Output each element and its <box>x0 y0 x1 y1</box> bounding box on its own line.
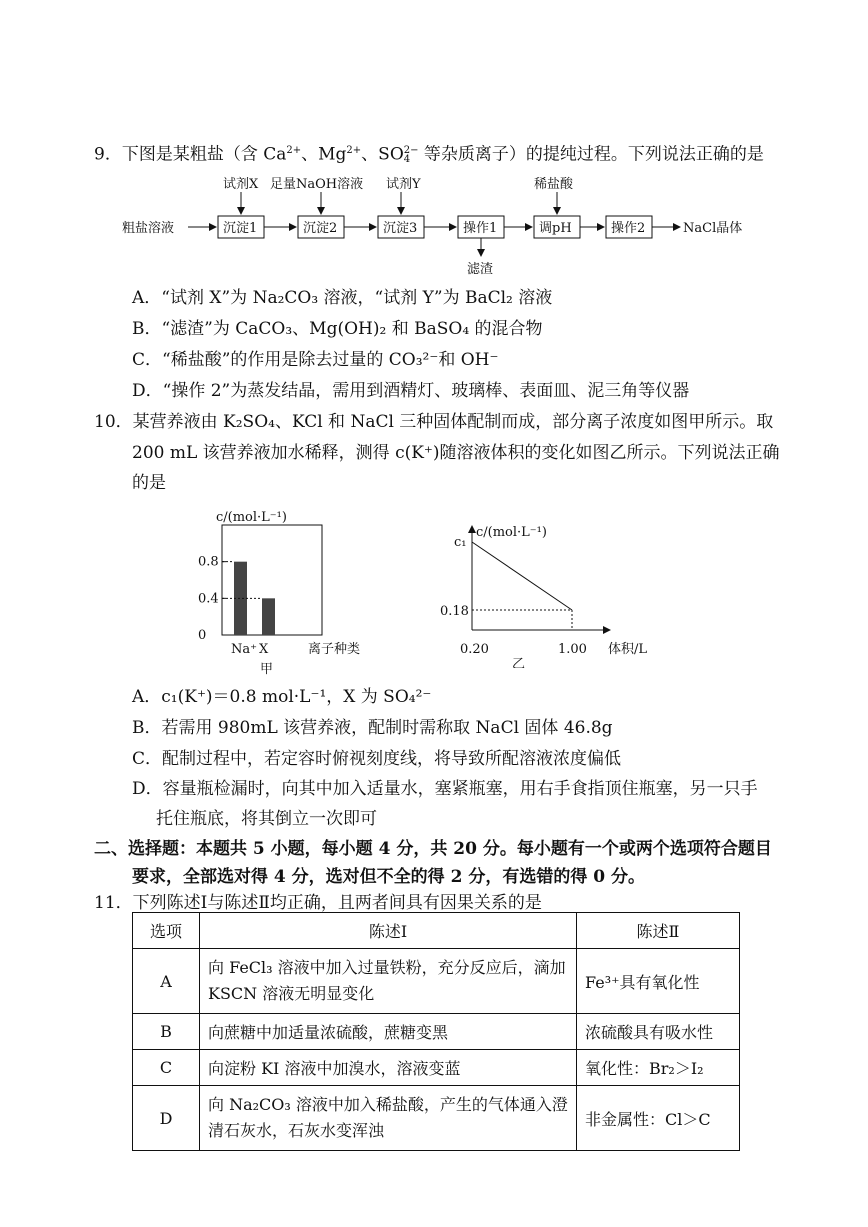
section-2-heading-line-2: 要求，全部选对得 4 分，选对但不全的得 2 分，有选错的得 0 分。 <box>132 867 645 887</box>
q11-stem: 11．下列陈述Ⅰ与陈述Ⅱ均正确，且两者间具有因果关系的是 <box>94 893 542 913</box>
q10-option-d-line-2: 托住瓶底，将其倒立一次即可 <box>156 809 377 829</box>
table-row <box>133 949 740 1014</box>
section-2-heading-line-1: 二、选择题：本题共 5 小题，每小题 4 分，共 20 分。每小题有一个或两个选项符合题目 <box>94 839 772 859</box>
flow-step-4: 操作1 <box>463 221 498 236</box>
q10-option-d-line-1: D．容量瓶检漏时，向其中加入适量水，塞紧瓶塞，用右手食指顶住瓶塞，另一只手 <box>132 779 758 799</box>
chart-yi-ylabel: c/(mol·L⁻¹) <box>476 525 547 540</box>
chart-jia-xlabel: 离子种类 <box>308 642 361 657</box>
row-statement-1: 向蔗糖中加适量浓硫酸，蔗糖变黑 <box>200 1014 577 1050</box>
row-statement-2: 非金属性：Cl＞C <box>577 1086 740 1151</box>
q9-option-a: A．“试剂 X”为 Na₂CO₃ 溶液，“试剂 Y”为 BaCl₂ 溶液 <box>132 288 553 308</box>
q9-option-c: C．“稀盐酸”的作用是除去过量的 CO₃²⁻和 OH⁻ <box>132 350 499 370</box>
flow-residue: 滤渣 <box>467 262 494 277</box>
flow-step-3: 沉淀3 <box>383 221 418 236</box>
row-option: A <box>133 949 200 1014</box>
reagent-hcl: 稀盐酸 <box>534 177 574 192</box>
q9-option-d: D．“操作 2”为蒸发结晶，需用到酒精灯、玻璃棒、表面皿、泥三角等仪器 <box>132 381 690 401</box>
q10-option-a: A．c₁(K⁺)＝0.8 mol·L⁻¹，X 为 SO₄²⁻ <box>132 687 432 707</box>
row-option: D <box>133 1086 200 1151</box>
row-option: C <box>133 1050 200 1086</box>
row-statement-2: 浓硫酸具有吸水性 <box>577 1014 740 1050</box>
series-line <box>472 542 572 610</box>
q11-table <box>132 912 740 1151</box>
flow-step-2: 沉淀2 <box>303 221 338 236</box>
flow-start: 粗盐溶液 <box>122 221 175 236</box>
table-row <box>133 1086 740 1151</box>
row-option: B <box>133 1014 200 1050</box>
row-statement-1: 向 FeCl₃ 溶液中加入过量铁粉，充分反应后，滴加 KSCN 溶液无明显变化 <box>200 949 577 1014</box>
table-row <box>133 1014 740 1050</box>
q10-option-b: B．若需用 980mL 该营养液，配制时需称取 NaCl 固体 46.8g <box>132 718 613 738</box>
row-statement-1: 向 Na₂CO₃ 溶液中加入稀盐酸，产生的气体通入澄清石灰水，石灰水变浑浊 <box>200 1086 577 1151</box>
q9-option-b: B．“滤渣”为 CaCO₃、Mg(OH)₂ 和 BaSO₄ 的混合物 <box>132 319 543 339</box>
y-label-c1: c₁ <box>454 535 467 550</box>
x-label-100: 1.00 <box>558 642 587 657</box>
reagent-y: 试剂Y <box>386 177 421 192</box>
flow-step-6: 操作2 <box>611 221 646 236</box>
q10-line-1: 10．某营养液由 K₂SO₄、KCl 和 NaCl 三种固体配制而成，部分离子浓度如图甲所示。取 <box>94 412 774 432</box>
y-label-018: 0.18 <box>440 604 469 619</box>
reagent-x: 试剂X <box>223 177 259 192</box>
header-statement-1: 陈述Ⅰ <box>200 913 577 949</box>
chart-yi-xlabel: 体积/L <box>608 642 648 657</box>
q9-flow-diagram <box>120 170 760 280</box>
header-option: 选项 <box>133 913 200 949</box>
category-label-0: Na⁺ <box>231 642 257 657</box>
flow-step-1: 沉淀1 <box>223 221 258 236</box>
chart-yi-title: 乙 <box>512 657 526 668</box>
table-header-row <box>133 913 740 949</box>
bar-1 <box>262 598 275 635</box>
q10-option-c: C．配制过程中，若定容时俯视刻度线，将导致所配溶液浓度偏低 <box>132 749 622 769</box>
y-tick-label: 0.4 <box>198 591 219 607</box>
row-statement-2: Fe³⁺具有氧化性 <box>577 949 740 1014</box>
row-statement-1: 向淀粉 KI 溶液中加溴水，溶液变蓝 <box>200 1050 577 1086</box>
category-label-1: X <box>259 642 269 657</box>
chart-yi <box>440 518 660 668</box>
header-statement-2: 陈述Ⅱ <box>577 913 740 949</box>
q10-line-3: 的是 <box>132 473 166 493</box>
flow-end: NaCl晶体 <box>683 221 743 236</box>
x-label-020: 0.20 <box>460 642 489 657</box>
table-row <box>133 1050 740 1086</box>
flow-step-5: 调pH <box>539 221 572 236</box>
chart-jia <box>190 505 380 680</box>
chart-jia-title: 甲 <box>260 662 274 677</box>
row-statement-2: 氧化性：Br₂＞I₂ <box>577 1050 740 1086</box>
q9-stem: 9．下图是某粗盐（含 $Ca^{2+}$、$Mg^{2+}$、SO 2− 4 等杂质离子）的提纯过程。下列说法正确的是 <box>94 144 764 166</box>
chart-jia-ylabel: c/(mol·L⁻¹) <box>216 510 287 525</box>
y-tick-label: 0 <box>198 628 207 643</box>
q10-line-2: 200 mL 该营养液加水稀释，测得 c(K⁺)随溶液体积的变化如图乙所示。下列说法正确 <box>132 443 780 463</box>
y-tick-label: 0.8 <box>198 554 219 570</box>
reagent-naoh: 足量NaOH溶液 <box>270 177 364 192</box>
